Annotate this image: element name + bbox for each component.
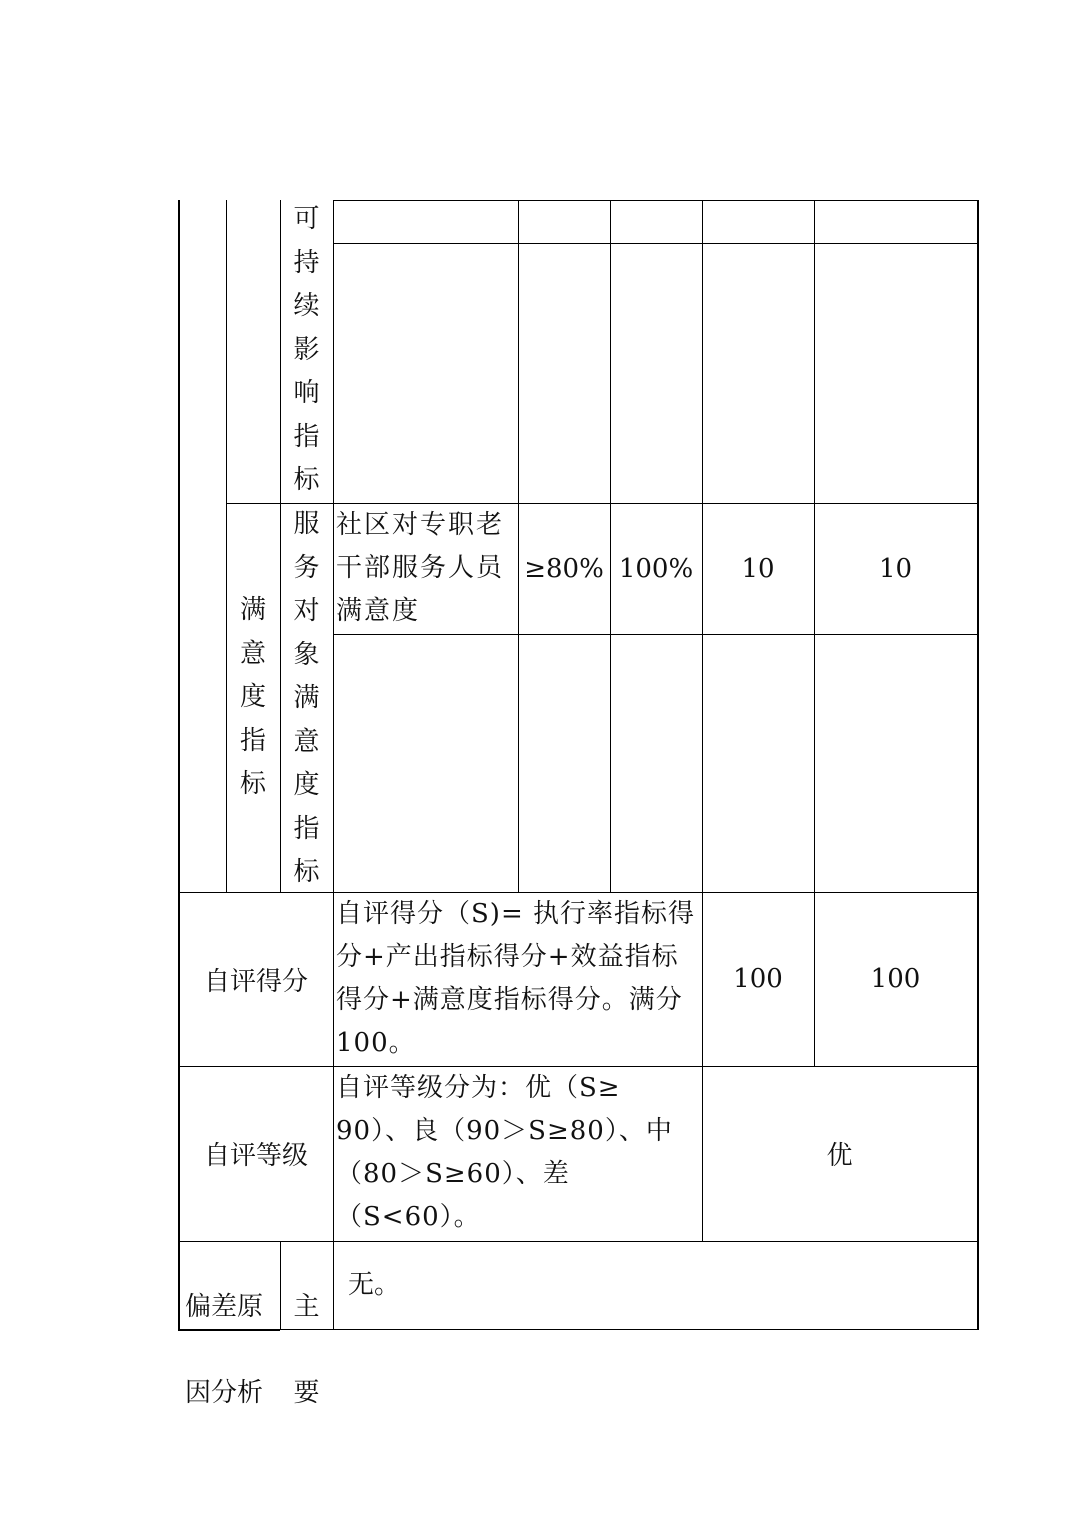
label-char: 指 [293,421,320,452]
label-char: 标 [239,769,266,799]
deviation-label-line2: 因分析 [185,1378,264,1408]
satisfaction-indicator-label [226,589,280,807]
indicator-name: 社区对专职老 干部服务人员 满意度 [336,510,505,626]
self-score-label: 自评得分 [203,966,308,997]
self-score-weight-total: 100 [733,964,783,994]
label-char: 意 [293,726,320,757]
deviation-sub-label-line2: 要 [293,1378,320,1408]
label-char: 满 [239,595,266,625]
label-char: 响 [293,378,320,408]
self-grade-label: 自评等级 [203,1141,308,1171]
label-char: 可 [293,204,320,234]
label-char: 度 [239,682,266,712]
rule [333,243,978,244]
label-char: 指 [293,813,320,844]
label-char: 标 [293,857,320,887]
label-char: 标 [293,465,320,495]
label-char: 意 [239,638,266,669]
rule [178,1241,978,1242]
deviation-sub-label [280,1243,333,1458]
deviation-content: 无。 [348,1270,401,1300]
sustainable-impact-label [280,198,333,503]
self-score-formula: 自评得分（S)= 执行率指标得 分+产出指标得分+效益指标 得分+满意度指标得分。满分 100。 [336,899,696,1058]
label-char: 象 [293,639,320,670]
label-char: 务 [293,552,320,583]
rule [333,634,978,635]
label-char: 对 [293,596,320,626]
deviation-label [185,1243,280,1458]
service-target-satisfaction-label [280,503,333,895]
score-value: 10 [878,553,913,584]
target-value: ≥80% [524,553,604,584]
self-grade-description: 自评等级分为：优（S≥ 90）、良（90＞S≥80）、中 （80＞S≥60）、差 （S<60）。 [336,1073,673,1232]
label-char: 服 [293,509,320,539]
label-char: 度 [293,770,320,800]
label-char: 满 [293,683,320,713]
label-char: 影 [293,334,320,365]
weight-value: 10 [741,553,775,584]
actual-value: 100% [618,553,694,584]
label-char: 持 [293,247,320,278]
label-char: 续 [293,291,320,321]
rule [978,200,979,1330]
label-char: 指 [239,725,266,756]
self-grade-value: 优 [826,1141,853,1171]
deviation-sub-label-line1: 主 [293,1292,320,1322]
rule [333,200,978,201]
self-score-total: 100 [870,964,921,994]
rule [333,200,334,1330]
deviation-label-line1: 偏差原 [185,1292,264,1322]
